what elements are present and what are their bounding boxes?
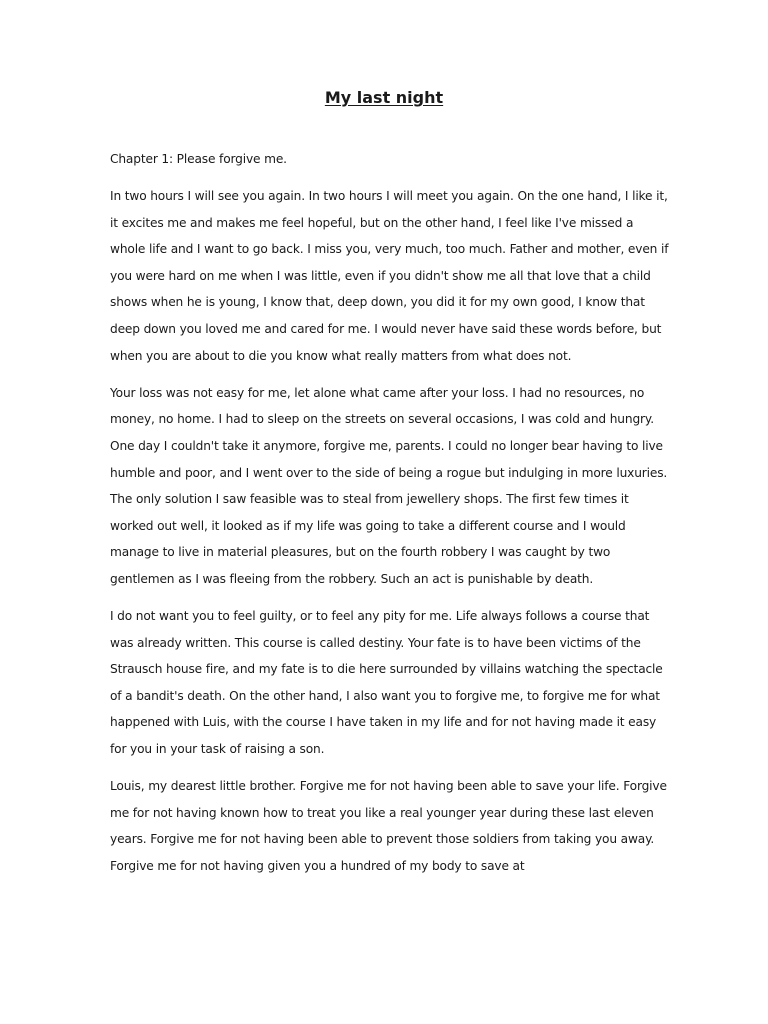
paragraph-4: Louis, my dearest little brother. Forgive me for not having been able to save your life. Forgive me for not having known how to treat you like a real younger year during these last eleven years. Forgive me for not having been able to prevent those soldiers from taking you away. Forgive me for not having given you a hundred of my body to save at xyxy=(110,779,667,873)
paragraph-2: Your loss was not easy for me, let alone what came after your loss. I had no resources, no money, no home. I had to sleep on the streets on several occasions, I was cold and hungry. One day I couldn't take it anymore, forgive me, parents. I could no longer bear having to live humble and poor, and I went over to the side of being a rogue but indulging in more luxuries. The only solution I saw feasible was to steal from jewellery shops. The first few times it worked out well, it looked as if my life was going to take a different course and I would manage to live in material pleasures, but on the fourth robbery I was caught by two gentlemen as I was fleeing from the robbery. Such an act is punishable by death. xyxy=(110,385,668,586)
document-title: My last night xyxy=(324,88,444,107)
paragraph-1: In two hours I will see you again. In two hours I will meet you again. On the one hand, I like it, it excites me and makes me feel hopeful, but on the other hand, I feel like I've missed a whole life and I want to go back. I miss you, very much, too much. Father and mother, even if you were hard on me when I was little, even if you didn't show me all that love that a child shows when he is young, I know that, deep down, you did it for my own good, I know that deep down you loved me and cared for me. I would never have said these words before, but when you are about to die you know what really matters from what does not. xyxy=(110,189,669,363)
document-body xyxy=(110,146,670,890)
paragraph-3: I do not want you to feel guilty, or to feel any pity for me. Life always follows a course that was already written. This course is called destiny. Your fate is to have been victims of the Strausch house fire, and my fate is to die here surrounded by villains watching the spectacle of a bandit's death. On the other hand, I also want you to forgive me, to forgive me for what happened with Luis, with the course I have taken in my life and for not having made it easy for you in your task of raising a son. xyxy=(110,609,663,756)
chapter-heading: Chapter 1: Please forgive me. xyxy=(110,152,287,166)
